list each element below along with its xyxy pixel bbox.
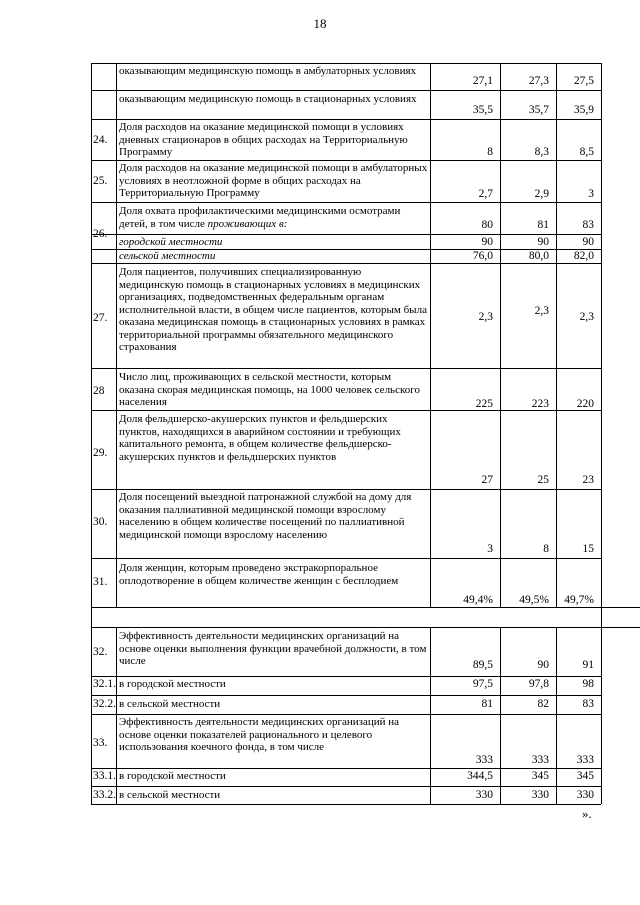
- row-number: 30.: [93, 516, 108, 528]
- value-year-2: 82: [537, 698, 549, 710]
- indicator-text: [119, 678, 428, 691]
- value-year-2: 330: [531, 789, 549, 801]
- indicator-text: [119, 371, 428, 409]
- column-line: [601, 63, 602, 607]
- indicator-text: [119, 770, 428, 783]
- row-number: 24.: [93, 134, 108, 146]
- indicator-text: [119, 65, 428, 78]
- row-number: 32.2.: [93, 698, 116, 710]
- value-year-2: 80,0: [528, 250, 549, 262]
- value-year-1: 89,5: [472, 659, 493, 671]
- value-year-1: 90: [481, 236, 493, 248]
- indicator-text-main: Доля посещений выездной патронажной службой на дому для оказания паллиативной медицинской помощи взрослому населению в общем количестве посещений по паллиативной медицинской помощи взрослому населению: [119, 491, 412, 541]
- value-year-3: 3: [588, 188, 594, 200]
- section-divider: [91, 607, 640, 608]
- indicator-text-main: в городской местности: [119, 770, 226, 782]
- row-divider: [91, 676, 601, 677]
- value-year-3: 83: [582, 219, 594, 231]
- row-number: 27.: [93, 312, 108, 324]
- indicator-text-main: оказывающим медицинскую помощь в стационарных условиях: [119, 93, 417, 105]
- indicator-text-emphasis: проживающих в:: [207, 217, 288, 230]
- column-line: [91, 607, 92, 627]
- section-divider: [91, 627, 640, 628]
- value-year-2: 8,3: [534, 146, 549, 158]
- column-line: [116, 627, 117, 804]
- value-year-1: 81: [481, 698, 493, 710]
- value-year-3: 15: [582, 543, 594, 555]
- value-year-1: 80: [481, 219, 493, 231]
- column-line: [601, 607, 602, 627]
- row-divider: [91, 234, 601, 235]
- value-year-2: 223: [531, 398, 549, 410]
- value-year-1: 27: [481, 474, 493, 486]
- indicator-text: [119, 630, 428, 668]
- row-number: 33.1.: [93, 770, 116, 782]
- value-year-2: 25: [537, 474, 549, 486]
- value-year-2: 333: [531, 754, 549, 766]
- value-year-2: 97,8: [528, 678, 549, 690]
- value-year-3: 83: [582, 698, 594, 710]
- value-year-3: 35,9: [573, 104, 594, 116]
- value-year-2: 345: [531, 770, 549, 782]
- value-year-3: 345: [576, 770, 594, 782]
- value-year-2: 8: [543, 543, 549, 555]
- indicator-text-main: Эффективность деятельности медицинских организаций на основе оценки выполнения функции врачебной должности, в том числе: [119, 630, 427, 667]
- value-year-1: 225: [475, 398, 493, 410]
- indicator-text: [119, 162, 428, 200]
- indicator-text-main: Доля фельдшерско-акушерских пунктов и фельдшерских пунктов, находящихся в аварийном состоянии и требующих капитального ремонта, в общем количестве фельдшерско-акушерских пунктов и фельдшерских пунктов: [119, 413, 401, 463]
- row-number: 28: [93, 385, 105, 397]
- closing-quote: ».: [582, 806, 592, 821]
- value-year-1: 344,5: [467, 770, 493, 782]
- value-year-1: 49,4%: [463, 594, 493, 606]
- value-year-2: 35,7: [528, 104, 549, 116]
- column-line: [500, 63, 501, 607]
- indicator-text-main: Доля охвата профилактическими медицинскими осмотрами детей, в том числе: [119, 205, 401, 230]
- indicator-text: [119, 789, 428, 802]
- value-year-1: 333: [475, 754, 493, 766]
- row-divider: [91, 768, 601, 769]
- indicator-text-main: Доля пациентов, получивших специализированную медицинскую помощь в стационарных условиях в медицинских организациях, подведомственных федеральным органам исполнительной власти, в общем числе пациентов, которым была оказана медицинская помощь в стационарных условиях в рамках территориальной программы обязательного медицинского страхования: [119, 266, 427, 353]
- indicator-text-main: городской местности: [119, 236, 223, 248]
- indicator-text: [119, 698, 428, 711]
- value-year-3: 333: [576, 754, 594, 766]
- indicator-text-main: Эффективность деятельности медицинских организаций на основе оценки показателей рационального и целевого использования коечного фонда, в том числе: [119, 716, 400, 753]
- indicator-text-main: в сельской местности: [119, 698, 221, 710]
- column-line: [116, 63, 117, 607]
- indicator-text-main: Доля расходов на оказание медицинской помощи в условиях дневных стационаров в общих расходах на Территориальную Программу: [119, 121, 408, 158]
- indicator-text: [119, 716, 428, 754]
- row-divider: [91, 119, 601, 120]
- value-year-1: 97,5: [472, 678, 493, 690]
- indicator-text: [119, 236, 428, 249]
- row-number: 32.: [93, 646, 108, 658]
- value-year-2: 90: [537, 659, 549, 671]
- row-divider: [91, 202, 601, 203]
- column-line: [430, 63, 431, 607]
- value-year-3: 90: [582, 236, 594, 248]
- indicator-text: [119, 205, 428, 230]
- value-year-2: 81: [537, 219, 549, 231]
- row-divider: [91, 714, 601, 715]
- value-year-2: 2,9: [534, 188, 549, 200]
- value-year-2: 2,3: [534, 305, 549, 317]
- row-divider: [91, 558, 601, 559]
- row-divider: [91, 368, 601, 369]
- row-number: 25.: [93, 175, 108, 187]
- value-year-3: 330: [576, 789, 594, 801]
- row-number: 31.: [93, 576, 108, 588]
- row-number: 26.: [93, 228, 108, 240]
- value-year-3: 82,0: [573, 250, 594, 262]
- value-year-3: 2,3: [579, 311, 594, 323]
- value-year-3: 8,5: [579, 146, 594, 158]
- value-year-3: 49,7%: [564, 594, 594, 606]
- row-divider: [91, 90, 601, 91]
- value-year-1: 27,1: [472, 75, 493, 87]
- indicator-text-main: оказывающим медицинскую помощь в амбулаторных условиях: [119, 65, 417, 77]
- value-year-1: 3: [487, 543, 493, 555]
- value-year-1: 2,3: [478, 311, 493, 323]
- value-year-3: 98: [582, 678, 594, 690]
- indicator-text-main: Доля женщин, которым проведено экстракорпоральное оплодотворение в общем количестве женщин с бесплодием: [119, 562, 399, 587]
- indicator-text: [119, 562, 428, 587]
- row-number: 33.: [93, 737, 108, 749]
- value-year-3: 27,5: [573, 75, 594, 87]
- indicator-text-main: в городской местности: [119, 678, 226, 690]
- indicator-text-main: в сельской местности: [119, 789, 221, 801]
- value-year-2: 27,3: [528, 75, 549, 87]
- value-year-1: 35,5: [472, 104, 493, 116]
- row-divider: [91, 695, 601, 696]
- value-year-1: 330: [475, 789, 493, 801]
- indicator-text-main: сельской местности: [119, 250, 216, 262]
- value-year-2: 90: [537, 236, 549, 248]
- row-number: 29.: [93, 447, 108, 459]
- value-year-3: 23: [582, 474, 594, 486]
- value-year-1: 2,7: [478, 188, 493, 200]
- value-year-3: 220: [576, 398, 594, 410]
- value-year-3: 91: [582, 659, 594, 671]
- value-year-2: 49,5%: [519, 594, 549, 606]
- table-top-border: [91, 63, 601, 64]
- indicator-text: [119, 250, 428, 263]
- value-year-1: 76,0: [472, 250, 493, 262]
- table-bottom-border: [91, 804, 601, 805]
- row-divider: [91, 263, 601, 264]
- column-line: [556, 63, 557, 607]
- row-divider: [91, 786, 601, 787]
- row-number: 33.2.: [93, 789, 116, 801]
- indicator-text: [119, 491, 428, 541]
- row-number: 32.1.: [93, 678, 116, 690]
- row-divider: [91, 160, 601, 161]
- indicator-text: [119, 413, 428, 463]
- indicator-text-main: Число лиц, проживающих в сельской местности, которым оказана скорая медицинская помощь, на 1000 человек сельского населения: [119, 371, 420, 408]
- row-divider: [91, 489, 601, 490]
- column-line: [601, 627, 602, 804]
- indicator-text: [119, 266, 428, 354]
- indicator-text: [119, 121, 428, 159]
- page-number: 18: [313, 16, 327, 31]
- indicator-text: [119, 93, 428, 106]
- value-year-1: 8: [487, 146, 493, 158]
- indicator-text-main: Доля расходов на оказание медицинской помощи в амбулаторных условиях в неотложной форме в общих расходах на Территориальную Программу: [119, 162, 428, 199]
